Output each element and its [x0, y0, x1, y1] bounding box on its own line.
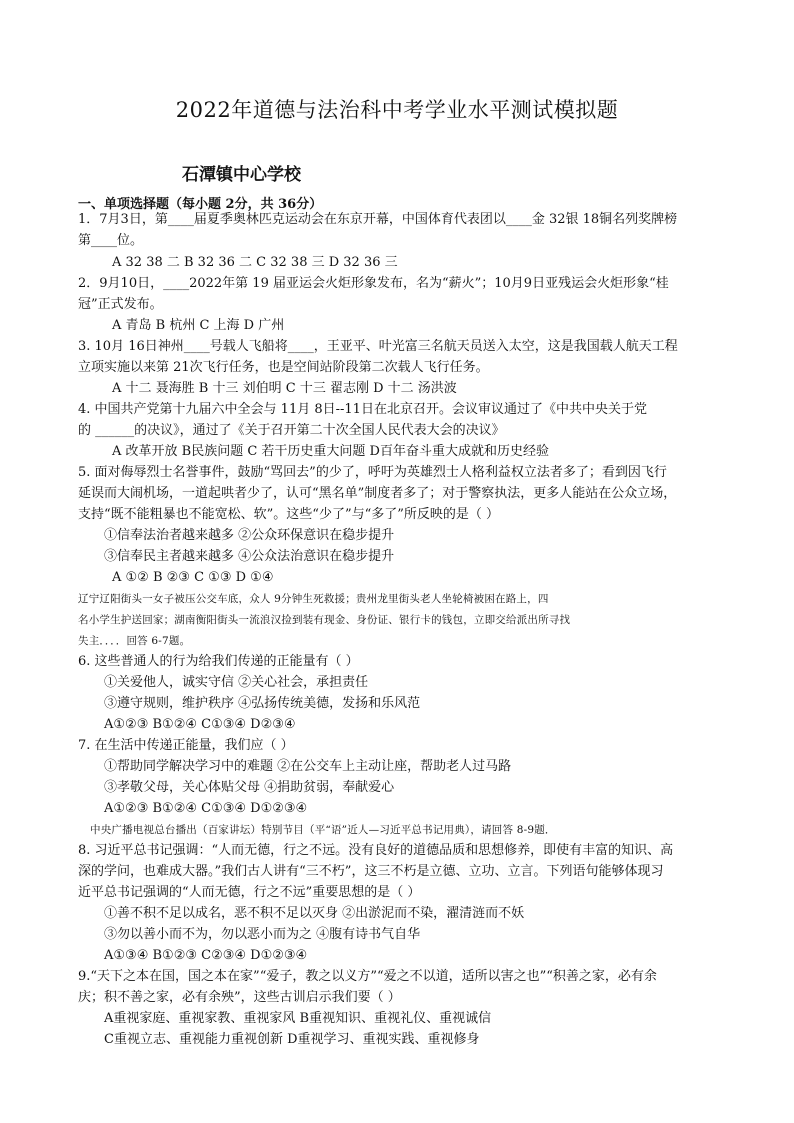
question-5-options: A ①② B ②③ C ①③ D ①④	[112, 570, 274, 585]
question-9-options-1: A重视家庭、重视家教、重视家风 B重视知识、重视礼仪、重视诚信	[104, 1011, 492, 1026]
question-4-line-2: 的 ______的决议》，通过了《关于召开第二十次全国人民代表大会的决议》	[78, 423, 505, 438]
question-5-line-3: 支持“既不能粗暴也不能宽松、软”。这些“少了”与“多了”所反映的是（ ）	[78, 507, 500, 522]
question-7-stem: 7. 在生活中传递正能量，我们应（ ）	[78, 738, 294, 753]
material-6-7-line-3: 失主．．．．回答 6-7题。	[78, 635, 191, 647]
question-2-line-2: 冠”正式发布。	[78, 297, 163, 312]
question-8-line-2: 深的学问，也难成大器。”我们古人讲有“三不朽”，这三不朽是立德、立功、立言。下列语句能够体现习	[78, 864, 664, 879]
question-1-options: A 32 38 二 B 32 36 二 C 32 38 三 D 32 36 三	[112, 255, 398, 270]
question-3-line-2: 立项实施以来第 21次飞行任务，也是空间站阶段第二次载人飞行任务。	[78, 360, 489, 375]
question-8-statements-1: ①善不积不足以成名，恶不积不足以灭身 ②出淤泥而不染，濯清涟而不妖	[104, 906, 525, 921]
question-7-statements-2: ③孝敬父母，关心体贴父母 ④捐助贫弱，奉献爱心	[104, 780, 395, 795]
section-heading: 一、单项选择题（每小题 2分，共 36分）	[78, 197, 323, 212]
material-6-7-line-1: 辽宁辽阳街头一女子被压公交车底，众人 9分钟生死救援；贵州龙里街头老人坐轮椅被困在路上，四	[78, 593, 549, 605]
question-6-statements-2: ③遵守规则，维护秩序 ④弘扬传统美德，发扬和乐风范	[104, 696, 421, 711]
question-3-line-1: 3. 10月 16日神州____号载人飞船将____，王亚平、叶光富三名航天员送入太空，这是我国载人航天工程	[78, 339, 678, 354]
question-8-options: A①③④ B①②③ C②③④ D①②③④	[104, 948, 308, 963]
question-9-line-2: 庆；积不善之家，必有余殃”，这些古训启示我们要（ ）	[78, 990, 401, 1005]
question-7-options: A①②③ B①②④ C①③④ D①②③④	[104, 801, 308, 816]
question-5-line-1: 5. 面对侮辱烈士名誉事件，鼓励“骂回去”的少了，呼吁为英雄烈士人格利益权立法者多了；看到因飞行	[78, 465, 667, 480]
question-6-options: A①②③ B①②④ C①③④ D②③④	[104, 717, 296, 732]
page-title: 2022年道德与法治科中考学业水平测试模拟题	[175, 98, 619, 122]
question-5-line-2: 延误而大闹机场，一道起哄者少了，认可“黑名单”制度者多了；对于警察执法，更多人能站在公众立场，	[78, 486, 677, 501]
question-4-line-1: 4. 中国共产党第十九届六中全会与 11月 8日--11日在北京召开。会议审议通过了《中共中央关于党	[78, 402, 647, 417]
question-8-statements-2: ③勿以善小而不为，勿以恶小而为之 ④腹有诗书气自华	[104, 927, 421, 942]
question-9-line-1: 9.“天下之本在国，国之本在家”“爱子，教之以义方”“爱之不以道，适所以害之也”“积善之家，必有余	[78, 969, 657, 984]
material-8-9: 中央广播电视总台播出（百家讲坛）特别节目（平“语”近人—习近平总书记用典），请回答 8-9题．	[90, 824, 556, 836]
question-2-options: A 青岛 B 杭州 C 上海 D 广州	[112, 318, 285, 333]
question-6-stem: 6. 这些普通人的行为给我们传递的正能量有（ ）	[78, 654, 359, 669]
question-4-options: A 改革开放 B民族问题 C 若干历史重大问题 D百年奋斗重大成就和历史经验	[112, 444, 549, 459]
question-8-line-3: 近平总书记强调的“人而无德，行之不远”重要思想的是（ ）	[78, 885, 421, 900]
question-8-line-1: 8. 习近平总书记强调：“人而无德，行之不远。没有良好的道德品质和思想修养，即使有丰富的知识、高	[78, 843, 674, 858]
question-1-line-1: 1．7月3日，第____届夏季奥林匹克运动会在东京开幕，中国体育代表团以____金 32银 18铜名列奖牌榜	[78, 212, 678, 227]
question-6-statements-1: ①关爱他人，诚实守信 ②关心社会，承担责任	[104, 675, 369, 690]
material-6-7-line-2: 名小学生护送回家；湖南衡阳街头一流浪汉捡到装有现金、身份证、银行卡的钱包，立即交给派出所寻找	[78, 614, 571, 626]
question-9-options-2: C重视立志、重视能力重视创新 D重视学习、重视实践、重视修身	[104, 1032, 480, 1047]
question-2-line-1: 2．9月10日，____2022年第 19 届亚运会火炬形象发布，名为“薪火”；10月9日亚残运会火炬形象“桂	[78, 276, 669, 291]
school-name: 石潭镇中心学校	[182, 165, 301, 185]
question-3-options: A 十二 聂海胜 B 十三 刘伯明 C 十三 翟志刚 D 十二 汤洪波	[112, 381, 457, 396]
question-5-statements-2: ③信奉民主者越来越多 ④公众法治意识在稳步提升	[104, 549, 395, 564]
question-1-line-2: 第____位。	[78, 233, 144, 248]
question-7-statements-1: ①帮助同学解决学习中的难题 ②在公交车上主动让座，帮助老人过马路	[104, 759, 512, 774]
question-5-statements-1: ①信奉法治者越来越多 ②公众环保意识在稳步提升	[104, 528, 395, 543]
